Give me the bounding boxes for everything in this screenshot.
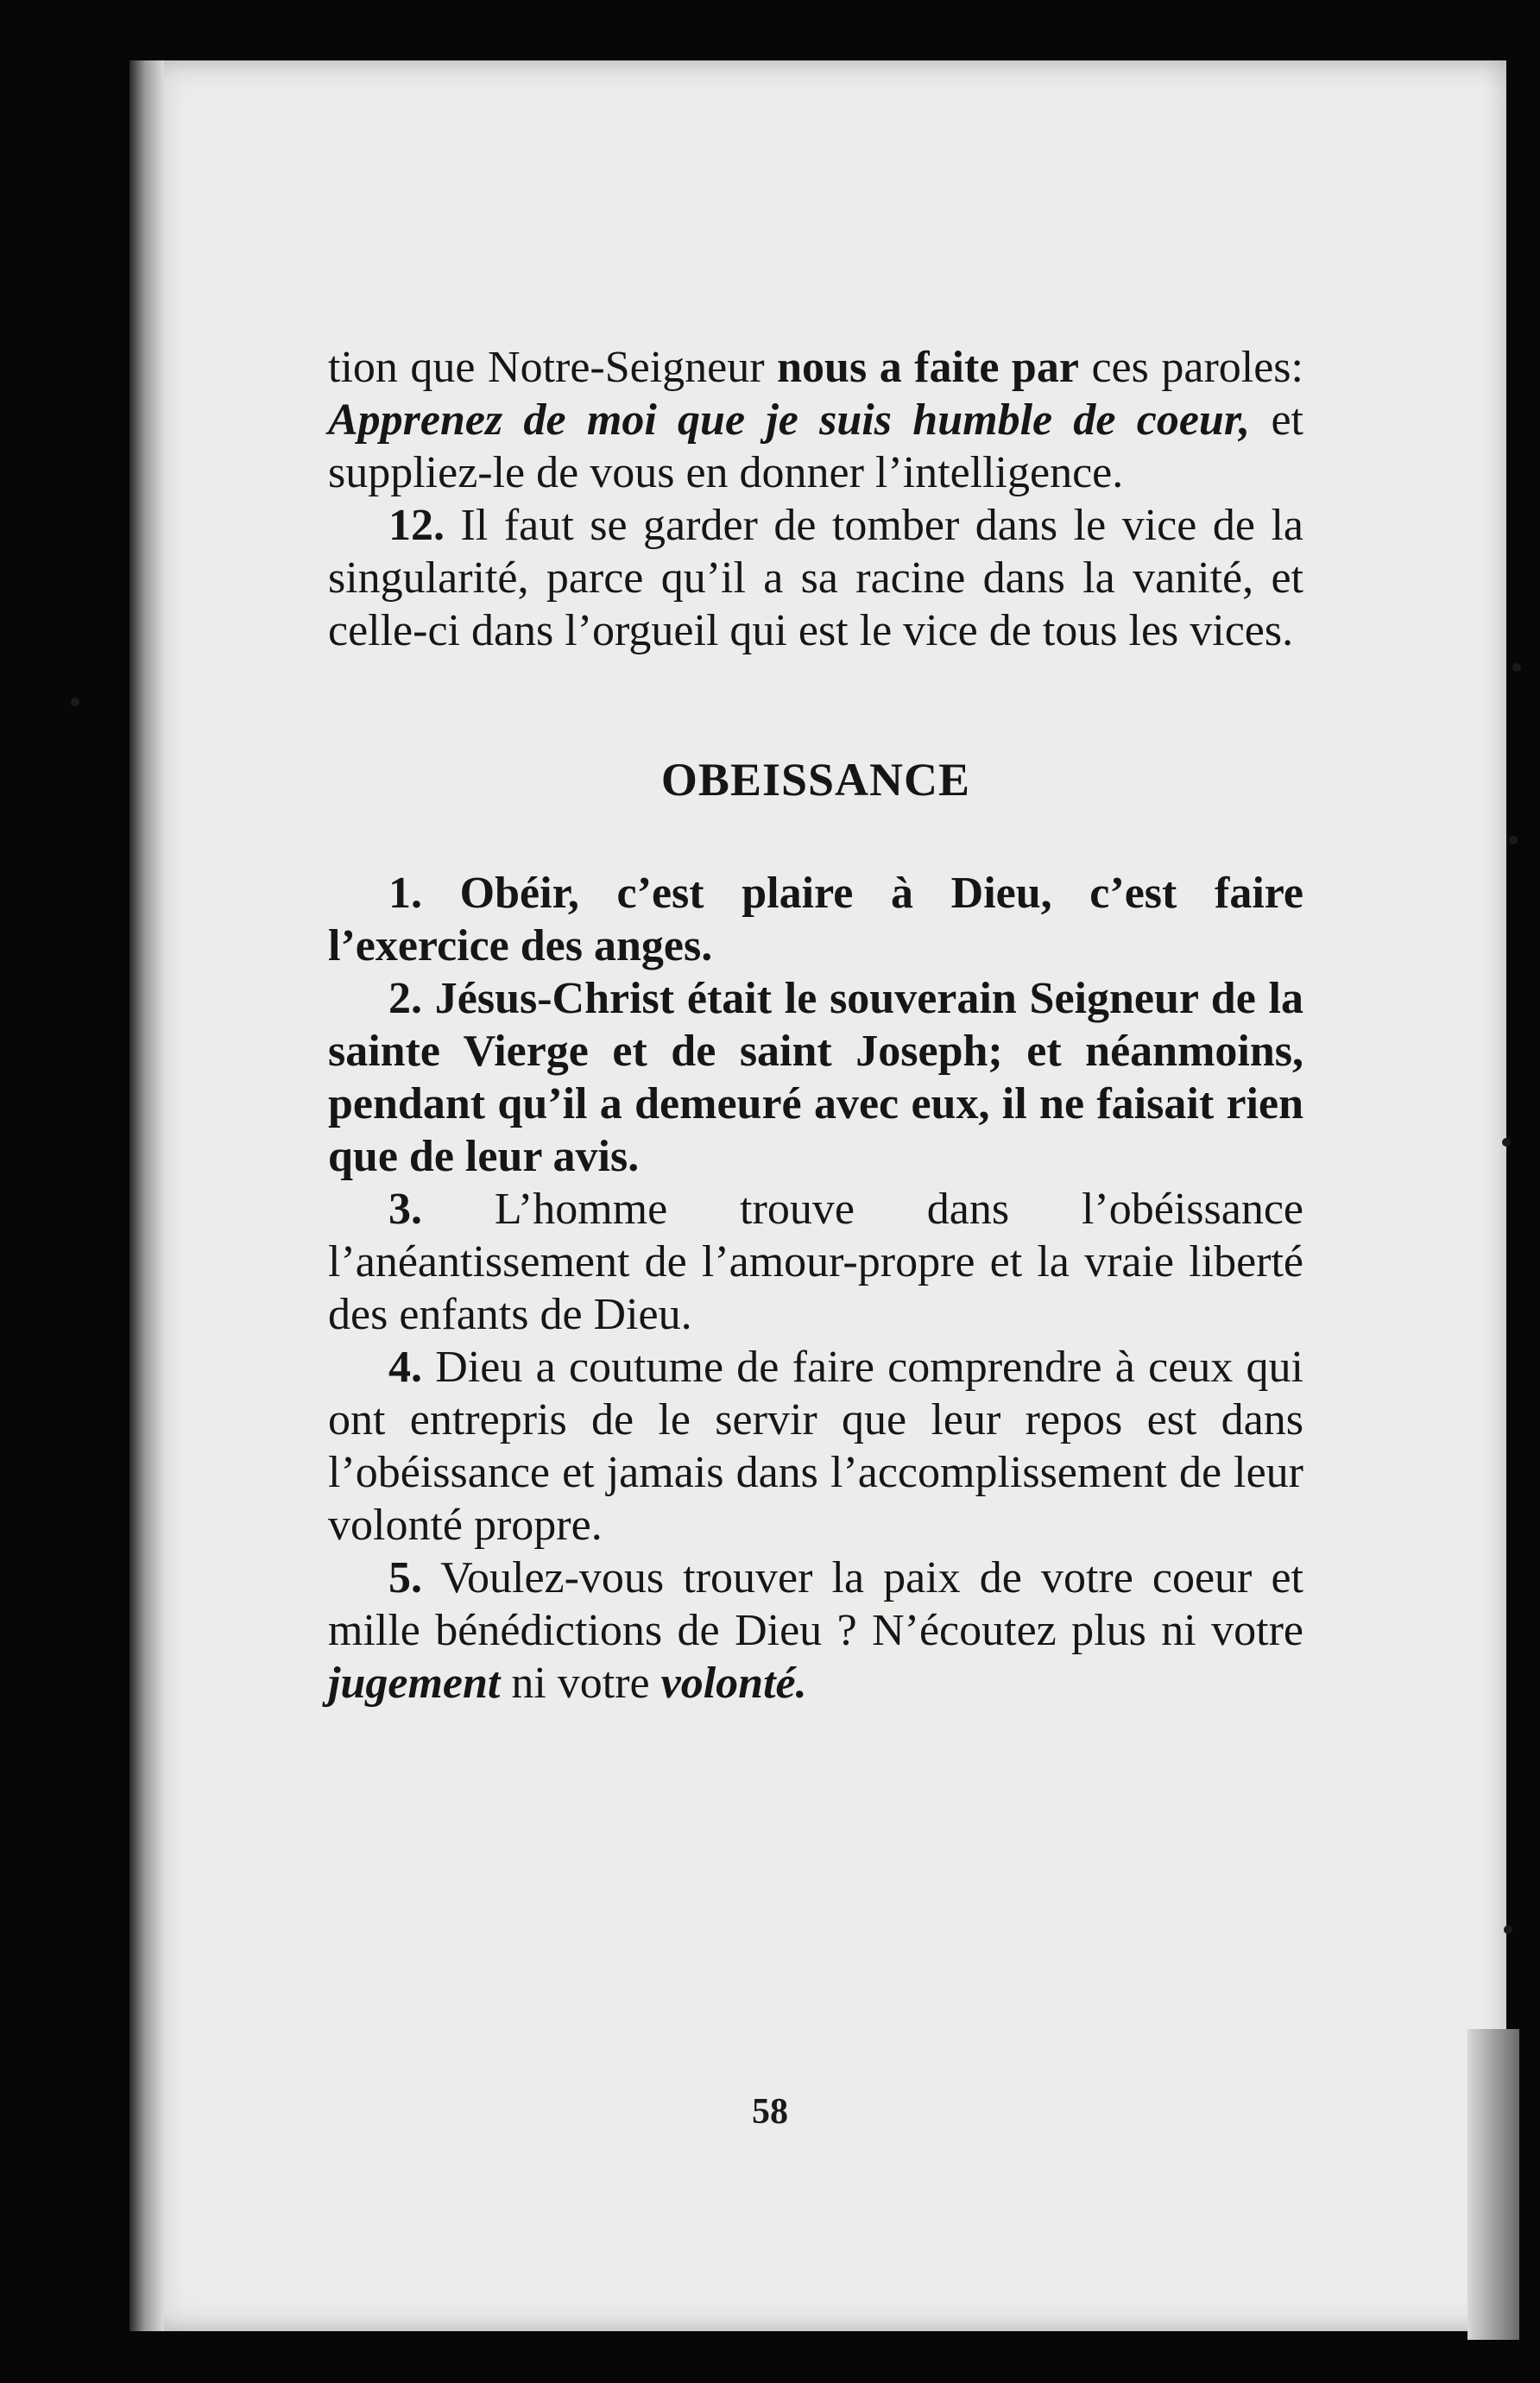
item-text: Jésus-Christ était le souverain Seigneur de la sainte Vierge et de saint Joseph; et néanmoins, pendant qu’il a demeuré avec eux, il ne faisait rien que de leur avis.	[328, 974, 1303, 1181]
text-run: tion que Notre-Seigneur	[328, 343, 778, 392]
numbered-item	[328, 1341, 1303, 1552]
item-text: L’homme trouve dans l’obéissance l’anéantissement de l’amour-propre et la vraie liberté des enfants de Dieu.	[328, 1185, 1303, 1339]
continuation-paragraph	[328, 341, 1303, 499]
item-number: 2.	[388, 974, 422, 1023]
italic-run: volonté.	[660, 1659, 807, 1708]
section-heading: OBEISSANCE	[660, 754, 971, 806]
item-text: Dieu a coutume de faire comprendre à ceux qui ont entrepris de le servir que leur repos est dans l’obéissance et jamais dans l’accomplissement de leur volonté propre.	[328, 1343, 1303, 1550]
item-text: ni votre	[500, 1659, 661, 1708]
italic-run: jugement	[328, 1659, 501, 1708]
paragraph-number: 12.	[388, 501, 445, 550]
book-spine-shadow	[129, 60, 164, 2331]
numbered-item	[328, 1552, 1303, 1710]
page-number: 58	[752, 2092, 788, 2132]
item-number: 5.	[388, 1553, 422, 1602]
body-text	[328, 341, 1303, 1710]
paragraph-text: Il faut se garder de tomber dans le vice de la singularité, parce qu’il a sa racine dans la vanité, et celle-ci dans l’orgueil qui est le vice de tous les vices.	[328, 501, 1303, 655]
italic-run: Apprenez de moi que je suis humble de coeur,	[328, 395, 1251, 445]
text-run: ces paroles:	[1078, 343, 1303, 392]
bold-run: nous a faite par	[777, 343, 1079, 392]
page-edge	[1467, 2029, 1519, 2340]
numbered-item	[328, 1183, 1303, 1341]
dust-speck	[1504, 1925, 1512, 1934]
item-number: 3.	[388, 1185, 422, 1234]
dust-speck	[71, 698, 79, 706]
item-number: 4.	[388, 1343, 422, 1392]
dust-speck	[1509, 836, 1518, 844]
numbered-item	[328, 972, 1303, 1183]
numbered-item	[328, 867, 1303, 972]
text-run: et suppliez-le de vous en donner l’intelligence.	[328, 395, 1303, 497]
item-number: 1.	[388, 869, 422, 918]
dust-speck	[1502, 1138, 1511, 1147]
item-text: Voulez-vous trouver la paix de votre coeur et mille bénédictions de Dieu ? N’écoutez plus ni votre	[328, 1553, 1303, 1655]
dust-speck	[1512, 663, 1521, 672]
item-text: Obéir, c’est plaire à Dieu, c’est faire l’exercice des anges.	[328, 869, 1303, 970]
paragraph-12	[328, 499, 1303, 657]
